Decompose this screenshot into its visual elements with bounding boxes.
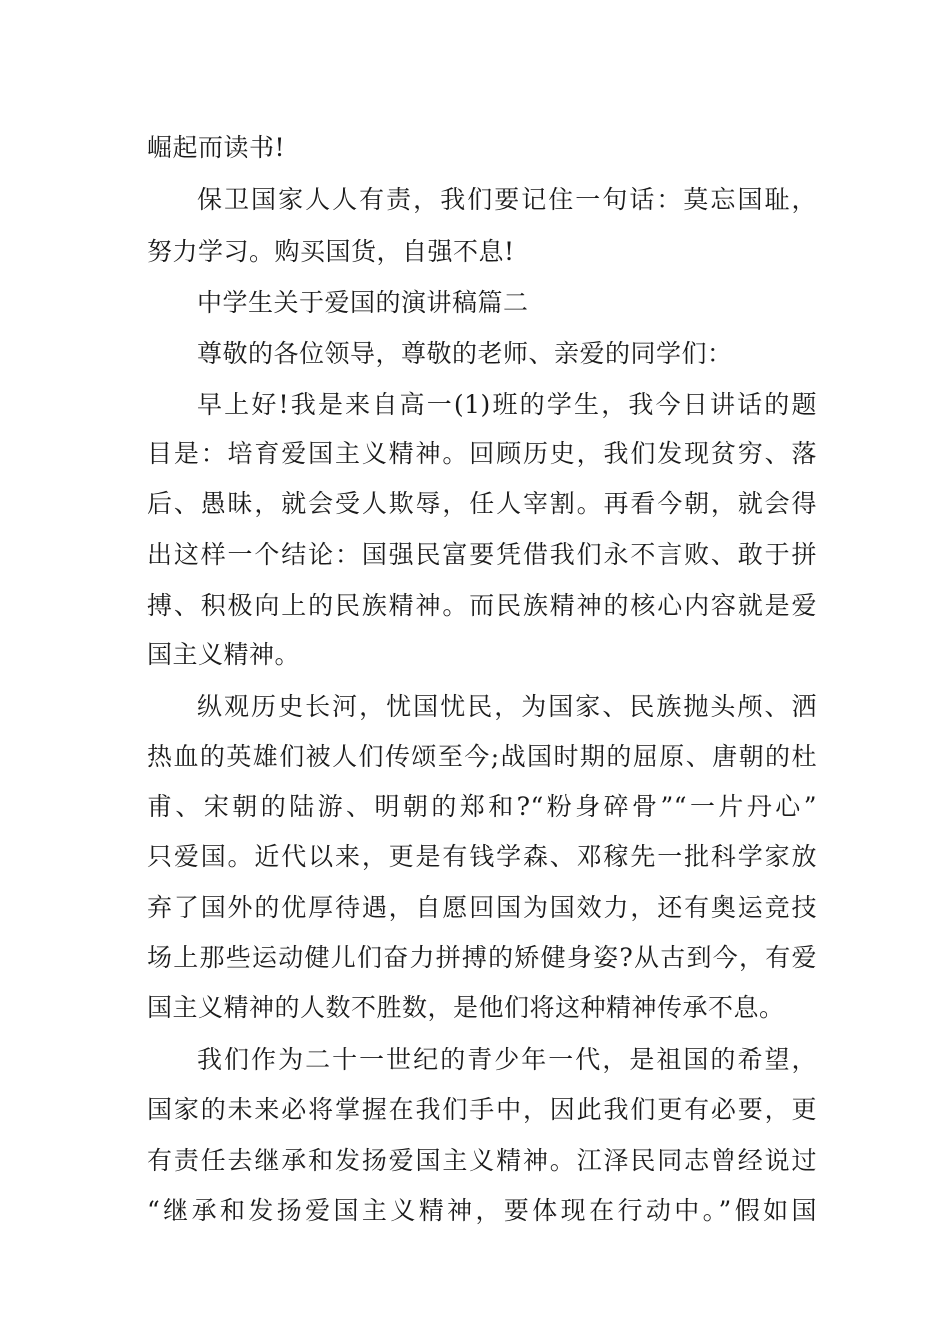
section-heading: 中学生关于爱国的演讲稿篇二	[197, 288, 529, 317]
text-line-7: 目是：培育爱国主义精神。回顾历史，我们发现贫穷、落	[147, 439, 817, 468]
text-line-2: 保卫国家人人有责，我们要记住一句话：莫忘国耻，	[197, 185, 817, 214]
text-line-12: 纵观历史长河，忧国忧民，为国家、民族抛头颅、洒	[197, 692, 817, 721]
text-line-22: “继承和发扬爱国主义精神，要体现在行动中。”假如国	[147, 1196, 817, 1225]
text-line-10: 搏、积极向上的民族精神。而民族精神的核心内容就是爱	[147, 591, 817, 620]
text-line-15: 只爱国。近代以来，更是有钱学森、邓稼先一批科学家放	[147, 842, 817, 871]
text-line-19: 我们作为二十一世纪的青少年一代，是祖国的希望，	[197, 1045, 817, 1074]
text-line-3: 努力学习。购买国货，自强不息!	[147, 237, 515, 266]
text-line-17: 场上那些运动健儿们奋力拼搏的矫健身姿?从古到今，有爱	[147, 943, 817, 972]
text-line-16: 弃了国外的优厚待遇，自愿回国为国效力，还有奥运竞技	[147, 893, 817, 922]
salutation: 尊敬的各位领导，尊敬的老师、亲爱的同学们：	[197, 339, 733, 368]
text-line-20: 国家的未来必将掌握在我们手中，因此我们更有必要，更	[147, 1095, 817, 1124]
text-line-9: 出这样一个结论：国强民富要凭借我们永不言败、敢于拼	[147, 540, 817, 569]
text-line-8: 后、愚昧，就会受人欺辱，任人宰割。再看今朝，就会得	[147, 489, 817, 518]
text-line-13: 热血的英雄们被人们传颂至今;战国时期的屈原、唐朝的杜	[147, 742, 817, 771]
text-line-6: 早上好!我是来自高一(1)班的学生，我今日讲话的题	[197, 390, 817, 419]
text-line-18: 国主义精神的人数不胜数，是他们将这种精神传承不息。	[147, 993, 785, 1022]
text-line-21: 有责任去继承和发扬爱国主义精神。江泽民同志曾经说过	[147, 1146, 817, 1175]
text-line-14: 甫、宋朝的陆游、明朝的郑和?“粉身碎骨”“一片丹心”	[147, 792, 817, 821]
text-line-11: 国主义精神。	[147, 640, 301, 669]
text-line-1: 崛起而读书!	[147, 133, 286, 162]
